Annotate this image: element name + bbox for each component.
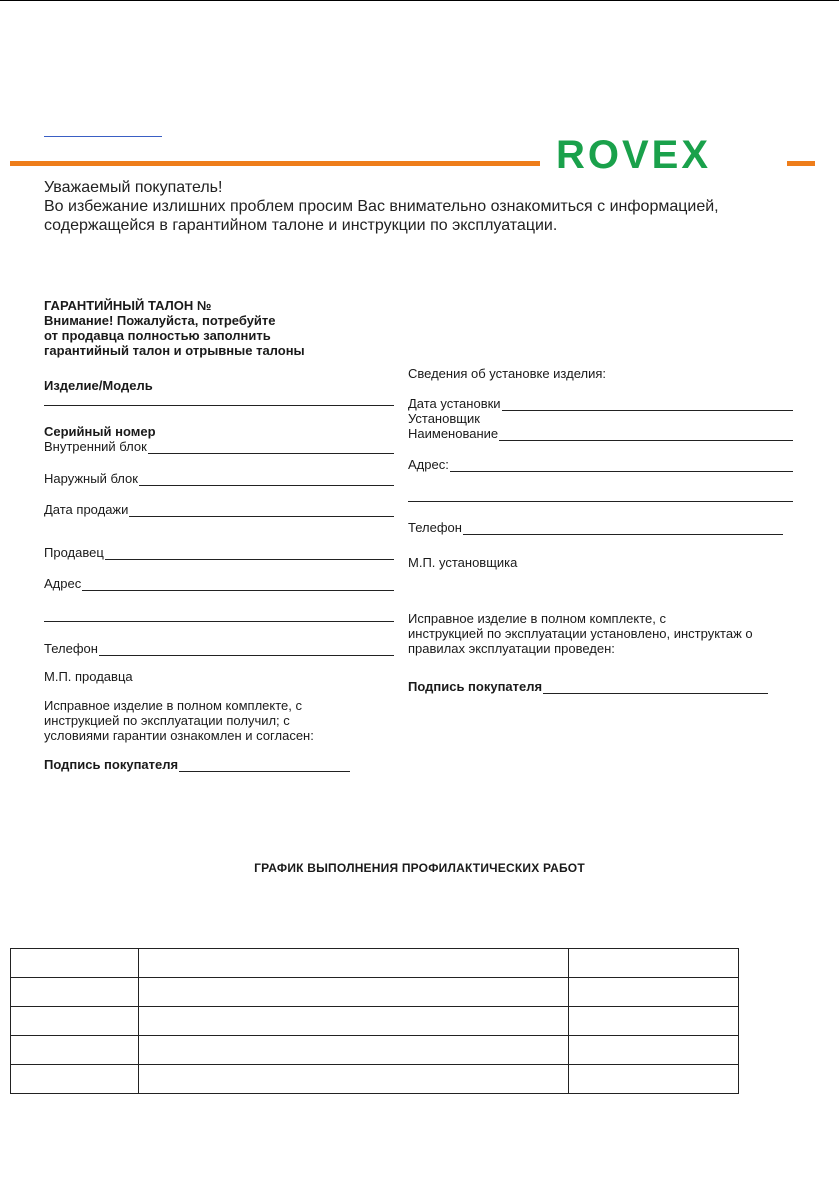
rovex-logo: ROVEX [556,133,712,177]
installation-title: Сведения об установке изделия: [408,366,606,381]
warranty-notice: Внимание! Пожалуйста, потребуйте [44,313,276,328]
seller-label: Продавец [44,545,104,560]
field-line [99,643,394,656]
outdoor-unit-label: Наружный блок [44,471,138,486]
field-line [502,398,793,411]
installation-section [408,366,793,694]
greeting [44,178,719,235]
table-cell[interactable] [139,949,569,978]
seller-address-field[interactable] [44,576,394,591]
header-link-underline [44,126,162,137]
table-row [11,949,739,978]
warranty-notice: гарантийный талон и отрывные талоны [44,343,305,358]
field-line [179,759,350,772]
installer-ack: правилах эксплуатации проведен: [408,641,615,656]
seller-field[interactable] [44,545,394,560]
buyer-signature-field[interactable] [44,757,350,772]
field-line [129,504,394,517]
indoor-unit-label: Внутренний блок [44,439,147,454]
warranty-title: ГАРАНТИЙНЫЙ ТАЛОН № [44,298,212,313]
installer-phone-field[interactable] [408,520,783,535]
installer-ack: инструкцией по эксплуатации установлено, инструктаж о [408,626,753,641]
buyer-signature-label: Подпись покупателя [408,679,543,694]
field-line [463,522,783,535]
field-line [139,473,394,486]
field-line [499,428,793,441]
table-row [11,1065,739,1094]
table-cell[interactable] [11,949,139,978]
installer-name-field[interactable] [408,426,793,441]
product-model-field[interactable] [44,404,394,406]
buyer-ack: инструкцией по эксплуатации получил; с [44,713,290,728]
table-cell[interactable] [569,1007,739,1036]
field-line [543,681,768,694]
field-line [82,578,394,591]
installer-label: Установщик [408,411,480,426]
seller-phone-label: Телефон [44,641,98,656]
field-line [105,547,394,560]
table-row [11,1036,739,1065]
outdoor-unit-field[interactable] [44,471,394,486]
table-row [11,1007,739,1036]
orange-header-bar [10,161,540,166]
seller-address-label: Адрес [44,576,82,591]
product-model-label: Изделие/Модель [44,378,153,393]
seller-address-field-2[interactable] [44,620,394,622]
schedule-title: ГРАФИК ВЫПОЛНЕНИЯ ПРОФИЛАКТИЧЕСКИХ РАБОТ [254,861,585,875]
installer-address-field[interactable] [408,457,793,472]
table-cell[interactable] [11,1065,139,1094]
table-cell[interactable] [11,978,139,1007]
install-date-label: Дата установки [408,396,501,411]
installer-stamp-label: М.П. установщика [408,555,518,570]
table-cell[interactable] [569,949,739,978]
installer-buyer-signature-field[interactable] [408,679,768,694]
buyer-ack: Исправное изделие в полном комплекте, с [44,698,303,713]
field-line [148,441,394,454]
installer-name-label: Наименование [408,426,499,441]
installer-phone-label: Телефон [408,520,462,535]
indoor-unit-field[interactable] [44,439,394,454]
buyer-signature-label: Подпись покупателя [44,757,179,772]
installer-address-label: Адрес: [408,457,449,472]
seller-stamp-label: М.П. продавца [44,669,133,684]
table-cell[interactable] [569,1065,739,1094]
seller-phone-field[interactable] [44,641,394,656]
table-cell[interactable] [139,978,569,1007]
installer-address-field-2[interactable] [408,500,793,502]
sale-date-label: Дата продажи [44,502,129,517]
greeting-line: Во избежание излишних проблем просим Вас внимательно ознакомиться с информацией, [44,198,719,215]
greeting-line: Уважаемый покупатель! [44,179,223,196]
buyer-ack: условиями гарантии ознакомлен и согласен: [44,728,314,743]
warranty-section [44,298,394,772]
install-date-field[interactable] [408,396,793,411]
table-cell[interactable] [139,1007,569,1036]
table-cell[interactable] [11,1036,139,1065]
table-row [11,978,739,1007]
installer-ack: Исправное изделие в полном комплекте, с [408,611,667,626]
table-cell[interactable] [11,1007,139,1036]
top-border [0,0,839,1]
serial-label: Серийный номер [44,424,156,439]
orange-header-bar-right [787,161,815,166]
field-line [450,459,793,472]
sale-date-field[interactable] [44,502,394,517]
warranty-notice: от продавца полностью заполнить [44,328,271,343]
table-cell[interactable] [139,1036,569,1065]
table-cell[interactable] [139,1065,569,1094]
table-cell[interactable] [569,1036,739,1065]
table-cell[interactable] [569,978,739,1007]
greeting-line: содержащейся в гарантийном талоне и инструкции по эксплуатации. [44,217,558,234]
schedule-table [10,948,739,1094]
